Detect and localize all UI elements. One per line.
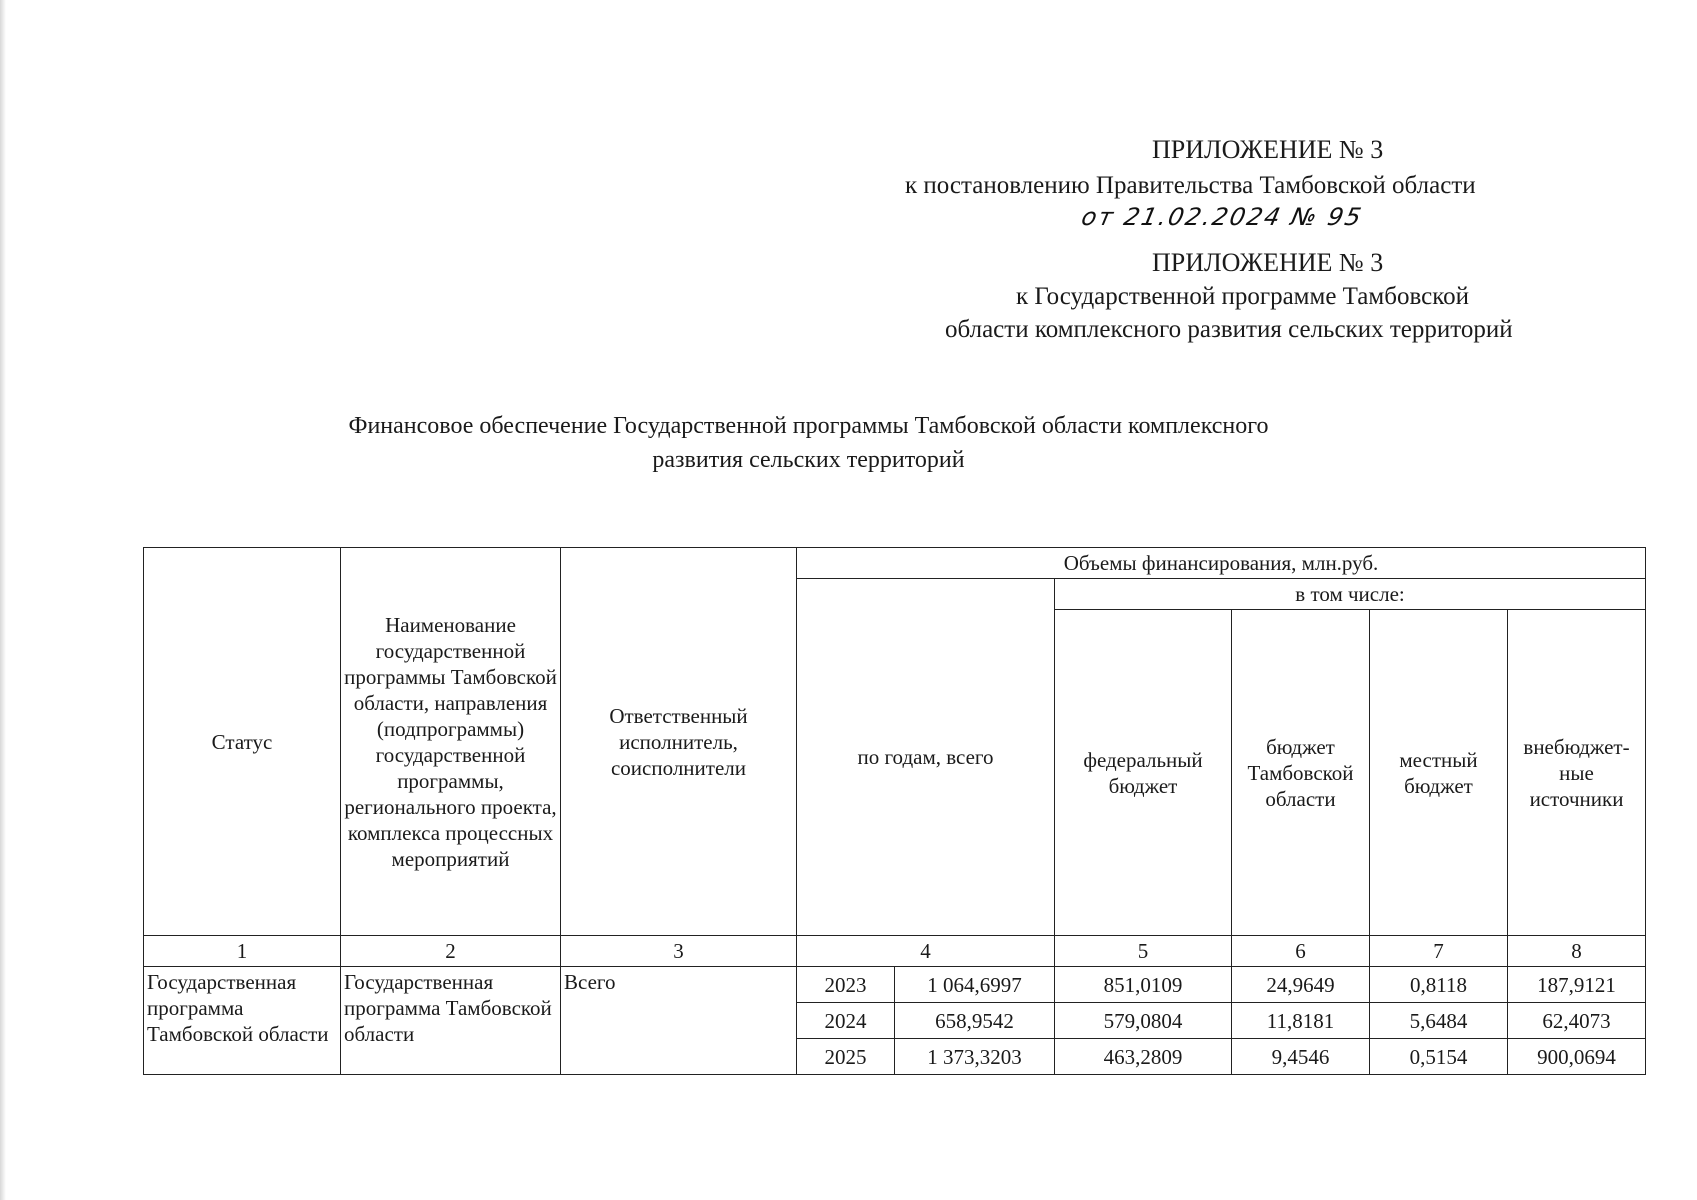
- local-cell: 5,6484: [1370, 1003, 1508, 1039]
- appendix-2-subtitle-line1: к Государственной программе Тамбовской: [1016, 283, 1469, 310]
- extrabudget-cell: 900,0694: [1508, 1039, 1646, 1075]
- local-cell: 0,8118: [1370, 967, 1508, 1003]
- header-regional: бюджет Тамбовской области: [1232, 610, 1370, 936]
- document-title-line1: Финансовое обеспечение Государственной программы Тамбовской области комплексного: [348, 413, 1269, 439]
- column-number-2: 2: [341, 936, 561, 967]
- extrabudget-cell: 62,4073: [1508, 1003, 1646, 1039]
- total-cell: 658,9542: [895, 1003, 1055, 1039]
- header-federal: федеральный бюджет: [1055, 610, 1232, 936]
- appendix-2-subtitle-line2: области комплексного развития сельских территорий: [945, 316, 1513, 343]
- year-cell: 2025: [797, 1039, 895, 1075]
- regional-cell: 9,4546: [1232, 1039, 1370, 1075]
- header-status: Статус: [144, 548, 341, 936]
- column-number-4: 4: [797, 936, 1055, 967]
- handwritten-reference: от 21.02.2024 № 95: [1079, 203, 1366, 231]
- header-by-years: по годам, всего: [797, 579, 1055, 936]
- extrabudget-cell: 187,9121: [1508, 967, 1646, 1003]
- federal-cell: 851,0109: [1055, 967, 1232, 1003]
- status-cell: Государственная программа Тамбовской области: [144, 967, 341, 1075]
- appendix-1-subtitle: к постановлению Правительства Тамбовской области: [905, 172, 1476, 199]
- header-extrabudget: внебюджет-ные источники: [1508, 610, 1646, 936]
- column-number-3: 3: [561, 936, 797, 967]
- column-number-5: 5: [1055, 936, 1232, 967]
- header-responsible: Ответственный исполнитель, соисполнители: [561, 548, 797, 936]
- document-title-line2: развития сельских территорий: [652, 447, 965, 473]
- year-cell: 2023: [797, 967, 895, 1003]
- header-including: в том числе:: [1055, 579, 1646, 610]
- year-cell: 2024: [797, 1003, 895, 1039]
- total-cell: 1 373,3203: [895, 1039, 1055, 1075]
- table-row: [144, 967, 1646, 1003]
- federal-cell: 463,2809: [1055, 1039, 1232, 1075]
- column-number-1: 1: [144, 936, 341, 967]
- column-number-6: 6: [1232, 936, 1370, 967]
- program-name-cell: Государственная программа Тамбовской области: [341, 967, 561, 1075]
- column-number-8: 8: [1508, 936, 1646, 967]
- regional-cell: 24,9649: [1232, 967, 1370, 1003]
- federal-cell: 579,0804: [1055, 1003, 1232, 1039]
- column-number-7: 7: [1370, 936, 1508, 967]
- local-cell: 0,5154: [1370, 1039, 1508, 1075]
- header-volumes: Объемы финансирования, млн.руб.: [797, 548, 1646, 579]
- financing-table: [143, 547, 1646, 1075]
- appendix-2-title: ПРИЛОЖЕНИЕ № 3: [1152, 248, 1384, 277]
- total-cell: 1 064,6997: [895, 967, 1055, 1003]
- appendix-1-title: ПРИЛОЖЕНИЕ № 3: [1152, 135, 1384, 164]
- scan-edge: [0, 0, 6, 1200]
- regional-cell: 11,8181: [1232, 1003, 1370, 1039]
- header-name: Наименование государственной программы Тамбовской области, направления (подпрограммы) государственной программы, регионального проекта, комплекса процессных мероприятий: [341, 548, 561, 936]
- responsible-cell: Всего: [561, 967, 797, 1075]
- header-local: местный бюджет: [1370, 610, 1508, 936]
